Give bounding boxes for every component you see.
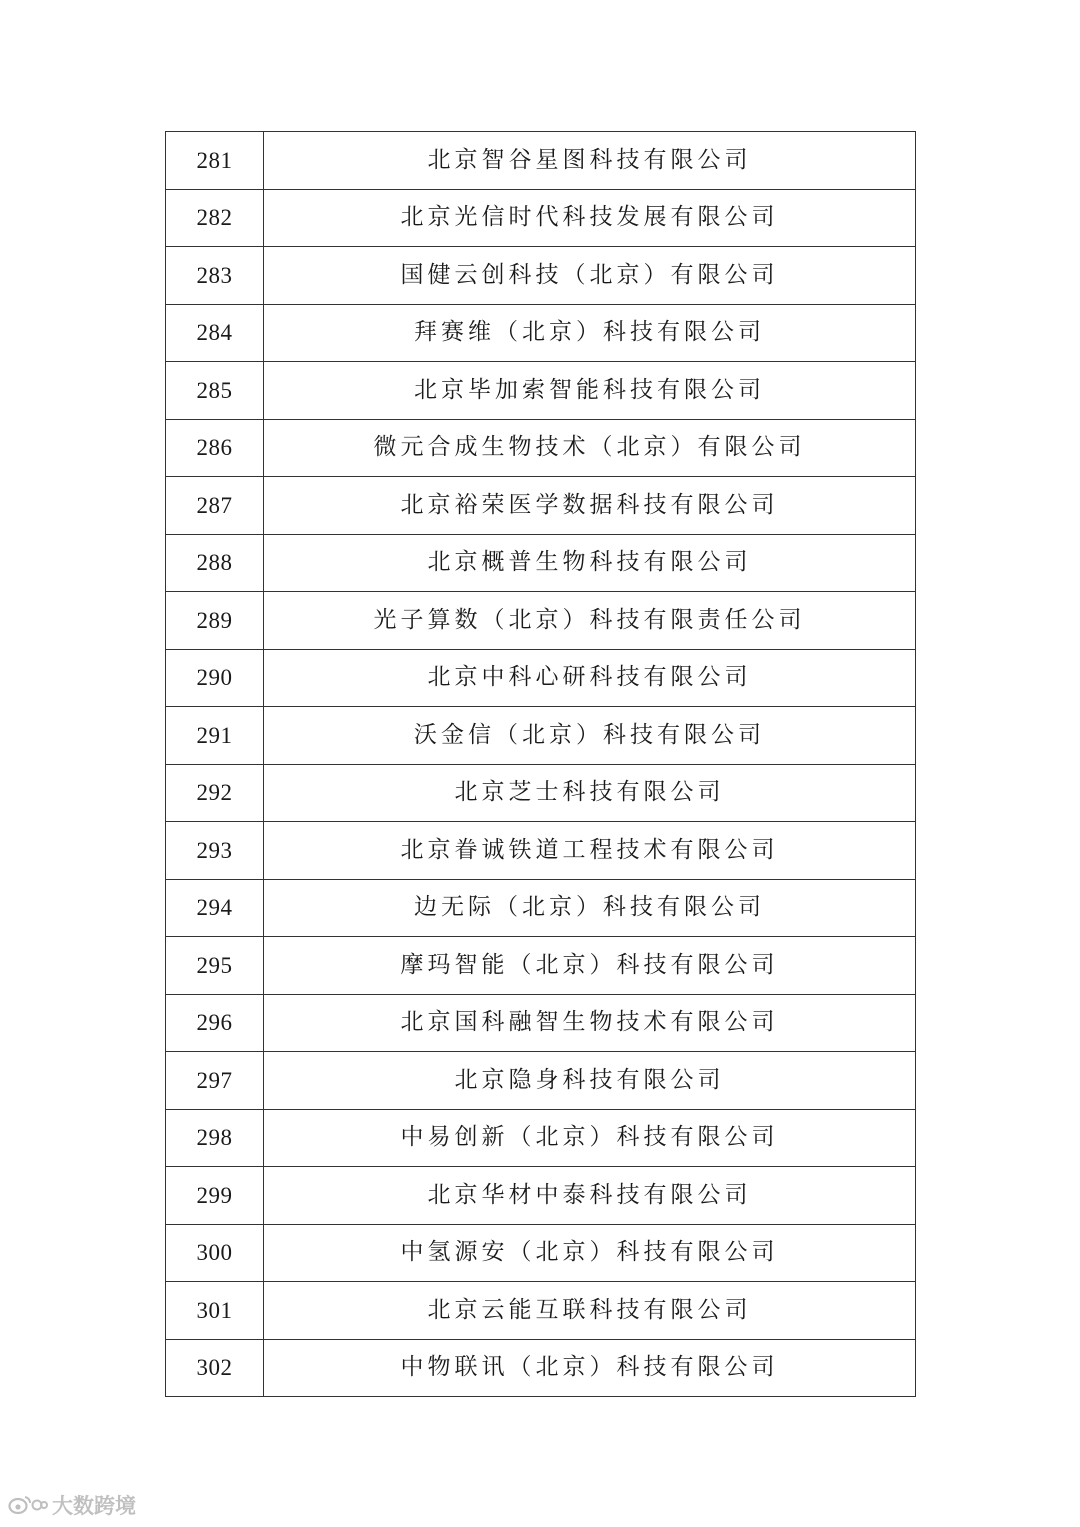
table-row <box>166 879 916 937</box>
table-row <box>166 994 916 1052</box>
table-row <box>166 189 916 247</box>
row-number: 285 <box>166 362 264 420</box>
company-name: 北京中科心研科技有限公司 <box>264 649 916 707</box>
table-row <box>166 1167 916 1225</box>
row-number: 287 <box>166 477 264 535</box>
company-name: 北京眷诚铁道工程技术有限公司 <box>264 822 916 880</box>
row-number: 302 <box>166 1339 264 1397</box>
company-name: 摩玛智能（北京）科技有限公司 <box>264 937 916 995</box>
table-row <box>166 764 916 822</box>
company-name: 中氢源安（北京）科技有限公司 <box>264 1224 916 1282</box>
table-row <box>166 1224 916 1282</box>
company-name: 北京华材中泰科技有限公司 <box>264 1167 916 1225</box>
table-row <box>166 707 916 765</box>
company-name: 拜赛维（北京）科技有限公司 <box>264 304 916 362</box>
company-name: 北京云能互联科技有限公司 <box>264 1282 916 1340</box>
table-row <box>166 419 916 477</box>
company-name: 北京隐身科技有限公司 <box>264 1052 916 1110</box>
table-row <box>166 1052 916 1110</box>
row-number: 301 <box>166 1282 264 1340</box>
table-row <box>166 592 916 650</box>
row-number: 297 <box>166 1052 264 1110</box>
row-number: 298 <box>166 1109 264 1167</box>
watermark <box>8 1490 136 1520</box>
company-name: 国健云创科技（北京）有限公司 <box>264 247 916 305</box>
row-number: 288 <box>166 534 264 592</box>
watermark-text: 大数跨境 <box>52 1494 136 1518</box>
row-number: 299 <box>166 1167 264 1225</box>
row-number: 290 <box>166 649 264 707</box>
company-name: 北京芝士科技有限公司 <box>264 764 916 822</box>
table-row <box>166 304 916 362</box>
company-name: 北京智谷星图科技有限公司 <box>264 132 916 190</box>
company-name: 北京光信时代科技发展有限公司 <box>264 189 916 247</box>
row-number: 295 <box>166 937 264 995</box>
weibo-logo-icon <box>8 1494 48 1516</box>
table-row <box>166 1282 916 1340</box>
company-name: 沃金信（北京）科技有限公司 <box>264 707 916 765</box>
row-number: 289 <box>166 592 264 650</box>
table-row <box>166 1339 916 1397</box>
table-row <box>166 247 916 305</box>
row-number: 294 <box>166 879 264 937</box>
row-number: 284 <box>166 304 264 362</box>
company-name: 边无际（北京）科技有限公司 <box>264 879 916 937</box>
table-row <box>166 1109 916 1167</box>
company-name: 中易创新（北京）科技有限公司 <box>264 1109 916 1167</box>
table-row <box>166 937 916 995</box>
company-name: 北京裕荣医学数据科技有限公司 <box>264 477 916 535</box>
company-name: 微元合成生物技术（北京）有限公司 <box>264 419 916 477</box>
company-list-table <box>165 131 916 1397</box>
row-number: 296 <box>166 994 264 1052</box>
row-number: 291 <box>166 707 264 765</box>
company-name: 北京国科融智生物技术有限公司 <box>264 994 916 1052</box>
company-list-body <box>166 132 916 1397</box>
row-number: 281 <box>166 132 264 190</box>
company-name: 中物联讯（北京）科技有限公司 <box>264 1339 916 1397</box>
table-row <box>166 534 916 592</box>
table-row <box>166 822 916 880</box>
company-name: 北京毕加索智能科技有限公司 <box>264 362 916 420</box>
table-row <box>166 649 916 707</box>
row-number: 283 <box>166 247 264 305</box>
table-row <box>166 362 916 420</box>
table-row <box>166 132 916 190</box>
row-number: 300 <box>166 1224 264 1282</box>
company-name: 光子算数（北京）科技有限责任公司 <box>264 592 916 650</box>
company-name: 北京概普生物科技有限公司 <box>264 534 916 592</box>
row-number: 286 <box>166 419 264 477</box>
row-number: 293 <box>166 822 264 880</box>
table-row <box>166 477 916 535</box>
row-number: 282 <box>166 189 264 247</box>
row-number: 292 <box>166 764 264 822</box>
